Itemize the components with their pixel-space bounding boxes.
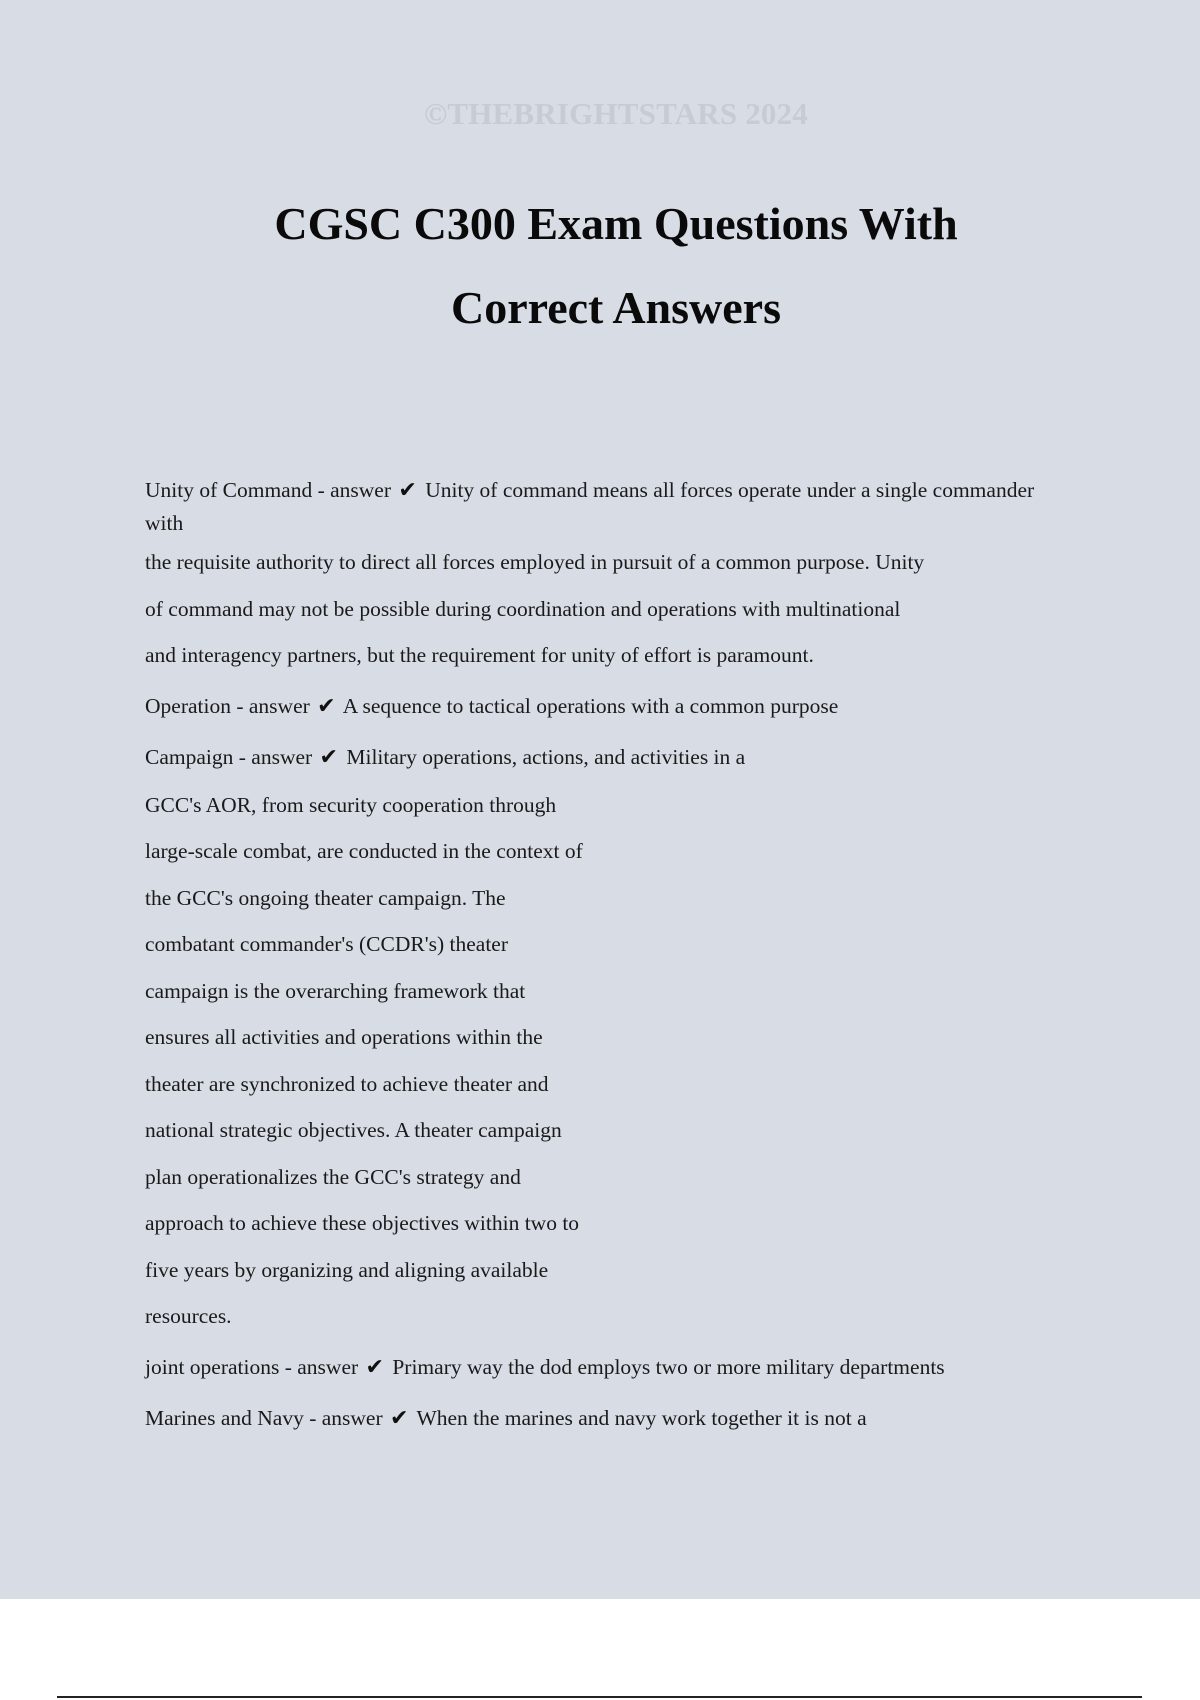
- qa-answer-line: plan operationalizes the GCC's strategy and: [145, 1164, 521, 1189]
- qa-first-line: [145, 683, 1045, 731]
- qa-answer-line: combatant commander's (CCDR's) theater: [145, 932, 508, 956]
- qa-answer-text: Unity of command means all forces operate under a single commander with: [145, 478, 1035, 535]
- qa-answer-line: five years by organizing and aligning available: [145, 1257, 549, 1282]
- qa-answer-text: When the marines and navy work together it is not a: [416, 1406, 867, 1430]
- qa-first-line: [145, 474, 1045, 539]
- qa-term: Operation - answer: [145, 693, 310, 718]
- page-divider: [57, 1696, 1142, 1698]
- qa-answer-line: theater are synchronized to achieve theater and: [145, 1071, 549, 1096]
- qa-answer-line: and interagency partners, but the requirement for unity of effort is paramount.: [145, 643, 814, 667]
- qa-answer-line: national strategic objectives. A theater campaign: [145, 1118, 562, 1142]
- qa-entry-marines-and-navy: [145, 1395, 1045, 1443]
- checkmark-icon: ✔: [365, 1354, 384, 1380]
- qa-term: Unity of Command - answer: [145, 478, 392, 502]
- watermark: ©THEBRIGHTSTARS 2024: [423, 96, 809, 131]
- qa-first-line: [145, 1344, 1045, 1392]
- qa-answer-text: Military operations, actions, and activities in a: [346, 745, 746, 769]
- qa-answer-line: the GCC's ongoing theater campaign. The: [145, 885, 506, 910]
- document-title: [0, 182, 1200, 350]
- title-line-1: CGSC C300 Exam Questions With: [274, 198, 958, 249]
- qa-first-line: [145, 1395, 1045, 1443]
- checkmark-icon: ✔: [319, 745, 338, 770]
- title-line-2: Correct Answers: [451, 282, 781, 333]
- qa-term: joint operations - answer: [145, 1354, 359, 1379]
- qa-answer-line: campaign is the overarching framework that: [145, 978, 526, 1003]
- checkmark-icon: ✔: [317, 693, 336, 719]
- checkmark-icon: ✔: [390, 1406, 409, 1431]
- qa-answer-text: A sequence to tactical operations with a common purpose: [342, 693, 839, 718]
- qa-answer-line: resources.: [145, 1304, 232, 1328]
- qa-answer-text: Primary way the dod employs two or more military departments: [392, 1354, 945, 1379]
- qa-entry-joint-operations: [145, 1344, 1045, 1392]
- qa-answer-line: approach to achieve these objectives within two to: [145, 1211, 580, 1235]
- qa-term: Campaign - answer: [145, 745, 313, 769]
- qa-answer-line: the requisite authority to direct all forces employed in pursuit of a common purpose. Unity: [145, 550, 925, 574]
- qa-term: Marines and Navy - answer: [145, 1406, 383, 1430]
- qa-list: [145, 474, 1045, 1443]
- qa-answer-line: GCC's AOR, from security cooperation through: [145, 792, 557, 817]
- qa-entry-campaign: [145, 734, 1045, 1340]
- qa-entry-unity-of-command: [145, 474, 1045, 679]
- checkmark-icon: ✔: [398, 478, 417, 503]
- qa-entry-operation: [145, 683, 1045, 731]
- qa-first-line: [145, 734, 1045, 782]
- qa-answer-line: of command may not be possible during coordination and operations with multinational: [145, 596, 901, 621]
- qa-answer-line: ensures all activities and operations within the: [145, 1025, 543, 1049]
- qa-answer-line: large-scale combat, are conducted in the context of: [145, 839, 583, 863]
